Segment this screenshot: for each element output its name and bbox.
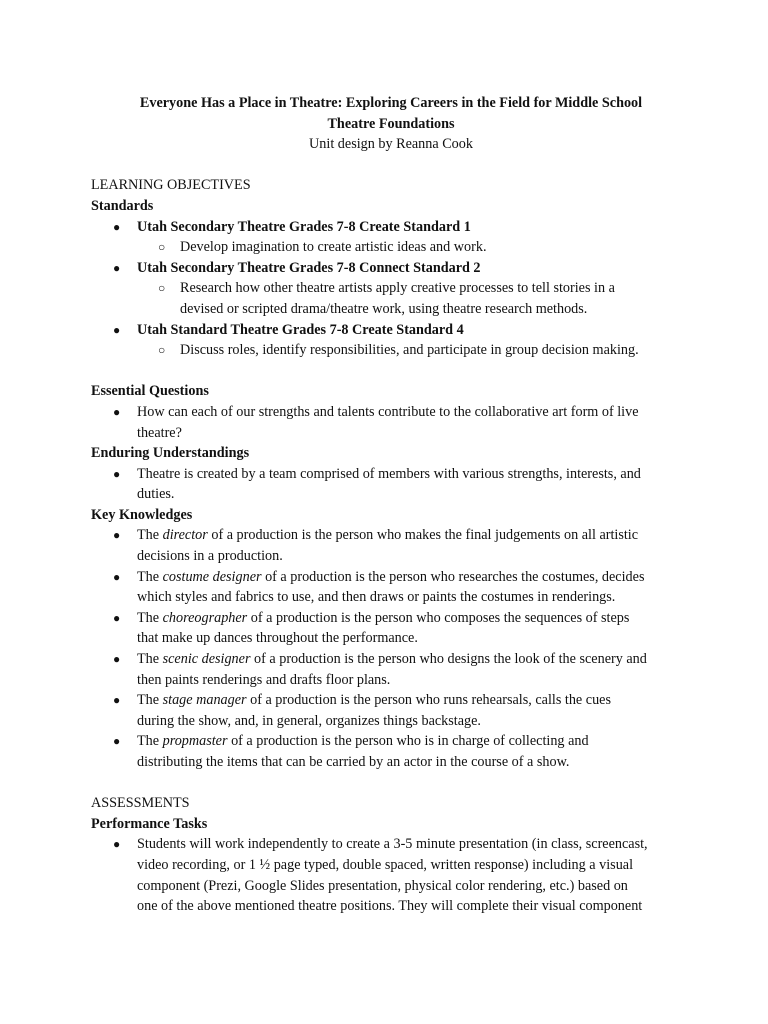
knowledge-prefix: The <box>137 527 163 544</box>
bullet-icon: ● <box>113 260 121 275</box>
knowledge-text: of a production is the person who makes the final judgements on all artistic <box>207 527 639 544</box>
bullet-icon: ● <box>113 734 121 749</box>
key-knowledges-list <box>91 525 691 772</box>
knowledge-text: of a production is the person who designs the look of the scenery and <box>250 651 647 668</box>
task-line: component (Prezi, Google Slides presentation, physical color rendering, etc.) based on <box>137 877 628 894</box>
bullet-icon: ● <box>113 652 121 667</box>
enduring-understandings-heading: Enduring Understandings <box>91 445 250 462</box>
standard-title: Utah Standard Theatre Grades 7-8 Create Standard 4 <box>137 321 464 338</box>
list-item <box>91 340 691 361</box>
standard-detail-line: Research how other theatre artists apply creative processes to tell stories in a <box>180 280 615 297</box>
bullet-icon: ● <box>113 610 121 625</box>
knowledge-prefix: The <box>137 609 163 626</box>
knowledge-text: of a production is the person who composes the sequences of steps <box>247 609 630 626</box>
document-body <box>91 93 691 917</box>
spacer <box>91 773 691 794</box>
role-name: propmaster <box>162 733 228 750</box>
standard-detail-line: devised or scripted drama/theatre work, using theatre research methods. <box>180 300 588 317</box>
role-name: stage manager <box>162 692 247 709</box>
title-line-2: Theatre Foundations <box>327 115 455 132</box>
standard-title: Utah Secondary Theatre Grades 7-8 Create Standard 1 <box>137 218 471 235</box>
standard-title: Utah Secondary Theatre Grades 7-8 Connect Standard 2 <box>137 259 481 276</box>
document-title <box>91 93 691 134</box>
standard-detail: Discuss roles, identify responsibilities, and participate in group decision making. <box>180 342 639 359</box>
list-item <box>91 258 691 279</box>
list-item <box>91 649 691 690</box>
task-line: Students will work independently to create a 3-5 minute presentation (in class, screencast, <box>137 836 648 853</box>
key-knowledges-heading: Key Knowledges <box>91 506 193 523</box>
document-subtitle: Unit design by Reanna Cook <box>309 136 473 153</box>
list-item <box>91 237 691 258</box>
knowledge-text: of a production is the person who runs rehearsals, calls the cues <box>246 692 611 709</box>
knowledge-prefix: The <box>137 568 163 585</box>
standard-detail: Develop imagination to create artistic ideas and work. <box>180 239 487 256</box>
list-item <box>91 731 691 772</box>
list-item <box>91 608 691 649</box>
knowledge-text: of a production is the person who researches the costumes, decides <box>261 568 645 585</box>
task-line: one of the above mentioned theatre positions. They will complete their visual component <box>137 898 643 915</box>
hollow-bullet-icon: ○ <box>158 281 166 296</box>
list-item <box>91 834 691 916</box>
knowledge-text: distributing the items that can be carried by an actor in the course of a show. <box>137 754 570 770</box>
standards-heading: Standards <box>91 197 154 214</box>
list-item <box>91 402 691 443</box>
bullet-icon: ● <box>113 528 121 543</box>
role-name: director <box>162 527 208 544</box>
spacer <box>91 361 691 382</box>
title-line-1: Everyone Has a Place in Theatre: Exploring Careers in the Field for Middle School <box>139 95 643 111</box>
standards-list <box>91 217 691 361</box>
knowledge-prefix: The <box>137 733 163 750</box>
understanding-line: duties. <box>137 486 175 503</box>
list-item <box>91 464 691 505</box>
essential-questions-list <box>91 402 691 443</box>
knowledge-text: of a production is the person who is in charge of collecting and <box>227 733 589 750</box>
role-name: scenic designer <box>162 651 251 668</box>
assessments-heading: ASSESSMENTS <box>91 795 190 812</box>
bullet-icon: ● <box>113 837 121 852</box>
enduring-understandings-list <box>91 464 691 505</box>
knowledge-text: decisions in a production. <box>137 548 283 565</box>
knowledge-prefix: The <box>137 651 163 668</box>
knowledge-text: that make up dances throughout the performance. <box>137 630 418 647</box>
learning-objectives-heading: LEARNING OBJECTIVES <box>91 177 251 194</box>
role-name: costume designer <box>162 568 262 585</box>
bullet-icon: ● <box>113 569 121 584</box>
bullet-icon: ● <box>113 404 121 419</box>
essential-questions-heading: Essential Questions <box>91 383 209 400</box>
role-name: choreographer <box>162 609 248 626</box>
list-item <box>91 278 691 319</box>
hollow-bullet-icon: ○ <box>158 343 166 358</box>
list-item <box>91 567 691 608</box>
question-line: theatre? <box>137 424 182 441</box>
bullet-icon: ● <box>113 219 121 234</box>
list-item <box>91 690 691 731</box>
task-line: video recording, or 1 ½ page typed, double spaced, written response) including a visual <box>137 856 634 873</box>
performance-tasks-heading: Performance Tasks <box>91 815 208 832</box>
list-item <box>91 320 691 341</box>
knowledge-text: which styles and fabrics to use, and then draws or paints the costumes in renderings. <box>137 589 616 606</box>
knowledge-text: then paints renderings and drafts floor plans. <box>137 671 391 688</box>
bullet-icon: ● <box>113 466 121 481</box>
understanding-line: Theatre is created by a team comprised of members with various strengths, interests, and <box>137 465 641 482</box>
hollow-bullet-icon: ○ <box>158 240 166 255</box>
list-item <box>91 217 691 238</box>
bullet-icon: ● <box>113 693 121 708</box>
knowledge-text: during the show, and, in general, organizes things backstage. <box>137 712 481 729</box>
bullet-icon: ● <box>113 322 121 337</box>
list-item <box>91 525 691 566</box>
question-line: How can each of our strengths and talents contribute to the collaborative art form of live <box>137 403 639 420</box>
knowledge-prefix: The <box>137 692 163 709</box>
performance-tasks-list <box>91 834 691 916</box>
